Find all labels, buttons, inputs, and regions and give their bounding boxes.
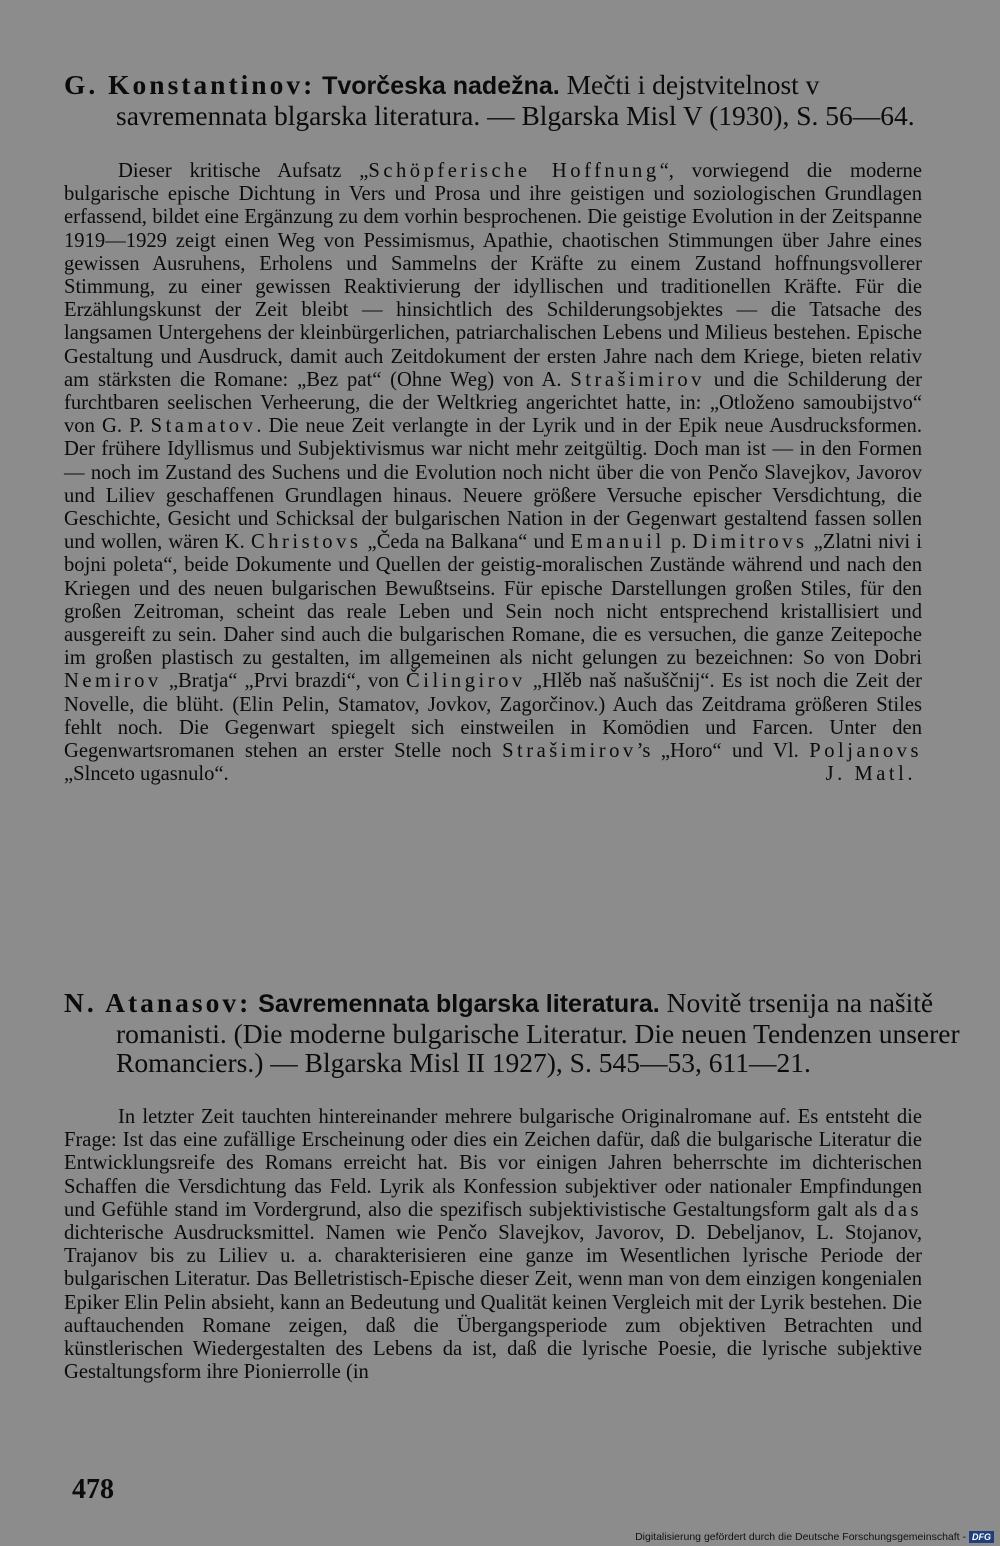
spaced-text: Strašimirov [502, 740, 637, 763]
spaced-text: Čilingirov [406, 670, 526, 693]
body-segment: ’s „Horo“ und Vl. [636, 740, 810, 763]
spaced-text: Poljanovs [809, 740, 922, 763]
dfg-logo-icon: DFG [969, 1531, 994, 1543]
body-segment: „Zlatni nivi i bojni poleta“, beide Dokumente und Quellen der geistig-moralischen Zustände während und nach den Kriegen und des neuen bulgarischen Bewußtseins. Für epische Darstellungen großen Stiles, für den großen Zeitroman, scheint das reale Leben und Sein noch nicht entsprechend kristallisiert und ausgereift zu sein. Daher sind auch die bulgarischen Romane, die es versuchen, die ganze Zeitepoche im großen plastisch zu gestalten, im allgemeinen als nicht gelungen zu bezeichnen: So von Dobri [64, 531, 922, 670]
spaced-text: Christovs [250, 531, 362, 554]
spaced-text: Stamatov [150, 415, 257, 438]
body-segment: „Bratja“ „Prvi brazdi“, von [161, 670, 407, 693]
page-number: 478 [72, 1474, 114, 1505]
spaced-text: das [884, 1198, 922, 1221]
entry-1-citation: Mečti i dejstvitelnost v savremennata blgarska literatura. — Blgarska Misl V (1930), S. 56—64. [116, 69, 915, 131]
body-segment: „Hlěb naš našuščnij“. Es ist noch die Zeit der Novelle, die blüht. (Elin Pelin, Stamatov, Jovkov, Zagorčinov.) Auch das Zeitdrama größeren Stiles fehlt noch. Die Gegenwart spiegelt sich einstweilen in Komödien und Farcen. Unter den Gegenwartsromanen stehen an erster Stelle noch [64, 670, 922, 763]
spaced-text: Emanuil [570, 531, 665, 554]
body-segment: In letzter Zeit tauchten hintereinander mehrere bulgarische Originalromane auf. Es entsteht die Frage: Ist das eine zufällige Erscheinung oder dies ein Zeichen dafür, daß die bulgarische Literatur die Entwicklungsreife des Romans erreicht hat. Bis vor einigen Jahren beherrschte im dichterischen Schaffen die Versdichtung das Feld. Lyrik als Konfession subjektiver oder nationaler Empfindungen und Gefühle stand im Vordergrund, also die spezifisch subjektivistische Gestaltungsform galt als [64, 1106, 922, 1221]
body-segment: „Slnceto ugasnulo“. [64, 763, 229, 786]
body-segment: und die Schilderung der furchtbaren seelischen Verheerung, die der Weltkrieg angerichtet hatte, in: „Otloženo samoubijstvo“ von G. P. [64, 368, 922, 438]
body-segment: Dieser kritische Aufsatz „ [118, 160, 369, 182]
spaced-text: Schöpferische Hoffnung [368, 160, 660, 182]
spaced-text: Dimitrovs [692, 531, 808, 554]
body-segment: dichterische Ausdrucksmittel. Namen wie Penčo Slavejkov, Javorov, D. Debeljanov, L. Stojanov, Trajanov bis zu Liliev u. a. charakterisieren eine ganze im Wesentlichen lyrische Periode der bulgarischen Literatur. Das Belletristisch-Epische dieser Zeit, wenn man von dem einzigen kongenialen Epiker Elin Pelin absieht, kann an Bedeutung und Qualität keinen Vergleich mit der Lyrik bestehen. Die auftauchenden Romane zeigen, daß die Übergangsperiode zum objektiven Betrachten und künstlerischen Wiedergestalten des Lebens da ist, daß die lyrische Poesie, die lyrische subjektive Gestaltungsform ihre Pionierrolle (in [64, 1222, 922, 1384]
entry-1-heading [64, 70, 976, 130]
spaced-text: Strašimirov [570, 368, 705, 391]
reviewer-signature: J. Matl. [825, 763, 916, 786]
entry-2-author: N. Atanasov: [64, 987, 252, 1018]
entry-2-heading [64, 988, 976, 1077]
body-segment: „Čeda na Balkana“ und [361, 531, 571, 554]
spaced-text: Nemirov [64, 670, 162, 693]
entry-1-author: G. Konstantinov: [64, 69, 316, 100]
entry-1-title: Tvorčeska nadežna. [322, 72, 560, 100]
footer-text: Digitalisierung gefördert durch die Deutsche Forschungsgemeinschaft - [635, 1531, 966, 1543]
body-segment: p. [664, 531, 693, 554]
entry-2-title: Savremennata blgarska literatura. [258, 990, 660, 1018]
entry-2-body [64, 1106, 922, 1384]
entry-2-citation: Novitě trsenija na našitě romanisti. (Die moderne bulgarische Literatur. Die neuen Tendenzen unserer Romanciers.) — Blgarska Misl II 1927), S. 545—53, 611—21. [116, 987, 960, 1078]
body-segment: “, vorwiegend die moderne bulgarische epische Dichtung in Vers und Prosa und ihre geistigen und soziologischen Grundlagen erfassend, bildet eine Ergänzung zu dem vorhin besprochenen. Die geistige Evolution in der Zeitspanne 1919—1929 zeigt einen Weg von Pessimismus, Apathie, chaotischen Stimmungen über Jahre eines gewissen Ausruhens, Erholens und Sammelns der Kräfte zu einem Zustand hoffnungsvollerer Stimmung, zu einer gewissen Reaktivierung der idyllischen und traditionellen Kräfte. Für die Erzählungskunst der Zeit bleibt — hinsichtlich des Schilderungsobjektes — die Tatsache des langsamen Untergehens der kleinbürgerlichen, patriarchalischen Lebens und Milieus bestehen. Epische Gestaltung und Ausdruck, damit auch Zeitdokument der ersten Jahre nach dem Kriege, bieten relativ am stärksten die Romane: „Bez pat“ (Ohne Weg) von A. [64, 160, 922, 391]
entry-1-body [64, 160, 922, 786]
body-segment: . Die neue Zeit verlangte in der Lyrik und in der Epik neue Ausdrucksformen. Der frühere Idyllismus und Subjektivismus war nicht mehr zeitgültig. Doch man ist — in den Formen — noch im Zustand des Suchens und die Evolution noch nicht über die von Penčo Slavejkov, Javorov und Liliev geschaffenen Grundlagen hinaus. Neuere größere Versuche epischer Versdichtung, die Geschichte, Gesicht und Schicksal der bulgarischen Nation in der Gegenwart gestaltend fassen sollen und wollen, wären K. [64, 415, 922, 554]
digitization-footer [635, 1530, 994, 1544]
